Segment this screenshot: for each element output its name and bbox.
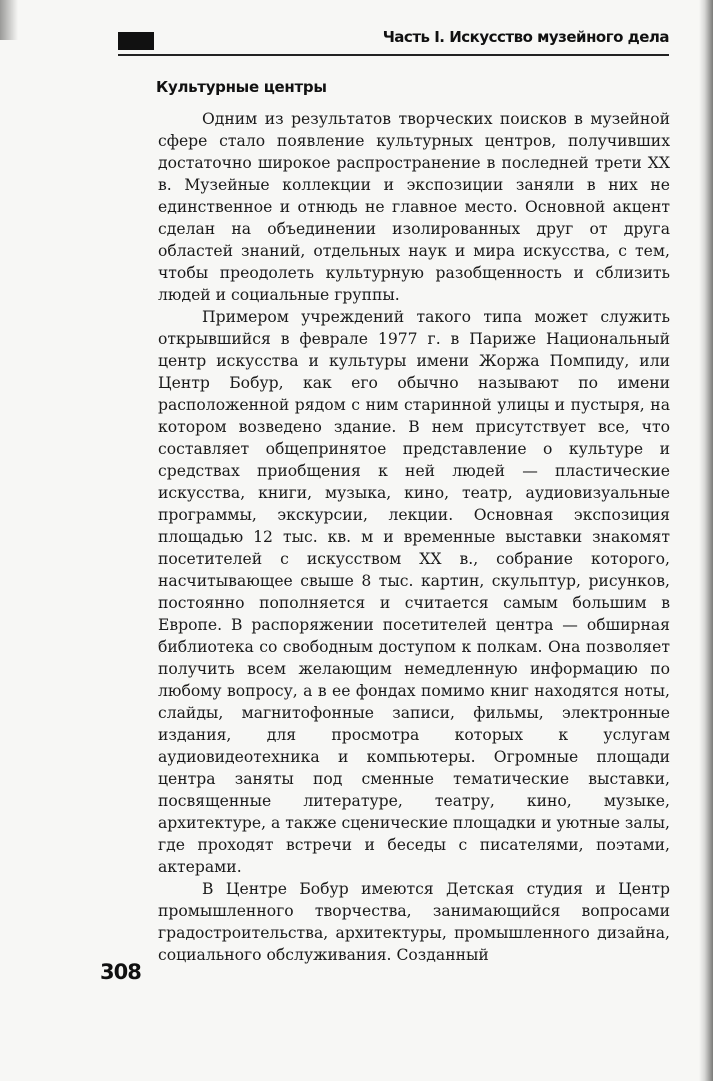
page-edge-shadow	[699, 0, 713, 1081]
header-rule	[118, 54, 669, 56]
paragraph: Одним из результатов творческих поисков в музейной сфере стало появление культурных центров, получивших достаточно широкое распространение в последней трети XX в. Музейные коллекции и экспозиции заняли в них не единственное и отнюдь не главное место. Основной акцент сделан на объединении изолированных друг от друга областей знаний, отдельных наук и мира искусства, с тем, чтобы преодолеть культурную разобщенность и сблизить людей и социальные группы.	[158, 110, 670, 304]
body-text	[158, 108, 670, 966]
scan-edge-shadow	[0, 0, 18, 40]
paragraph: В Центре Бобур имеются Детская студия и Центр промышленного творчества, занимающийся вопросами градостроительства, архитектуры, промышленного дизайна, социального обслуживания. Созданный	[158, 880, 670, 964]
paragraph: Примером учреждений такого типа может служить открывшийся в феврале 1977 г. в Париже Национальный центр искусства и культуры имени Жоржа Помпиду, или Центр Бобур, как его обычно называют по имени расположенной рядом с ним старинной улицы и пустыря, на котором возведено здание. В нем присутствует все, что составляет общепринятое представление о культуре и средствах приобщения к ней людей — пластические искусства, книги, музыка, кино, театр, аудиовизуальные программы, экскурсии, лекции. Основная экспозиция площадью 12 тыс. кв. м и временные выставки знакомят посетителей с искусством XX в., собрание которого, насчитывающее свыше 8 тыс. картин, скульптур, рисунков, постоянно пополняется и считается самым большим в Европе. В распоряжении посетителей центра — обширная библиотека со свободным доступом к полкам. Она позволяет получить всем желающим немедленную информацию по любому вопросу, а в ее фондах помимо книг находятся ноты, слайды, магнитофонные записи, фильмы, электронные издания, для просмотра которых к услугам аудиовидеотехника и компьютеры. Огромные площади центра заняты под сменные тематические выставки, посвященные литературе, театру, кино, музыке, архитектуре, а также сценические площадки и уютные залы, где проходят встречи и беседы с писателями, поэтами, актерами.	[158, 308, 670, 876]
section-title: Культурные центры	[156, 78, 327, 96]
page-number: 308	[100, 960, 141, 984]
header-black-block	[118, 32, 154, 50]
running-head: Часть I. Искусство музейного дела	[382, 28, 669, 46]
